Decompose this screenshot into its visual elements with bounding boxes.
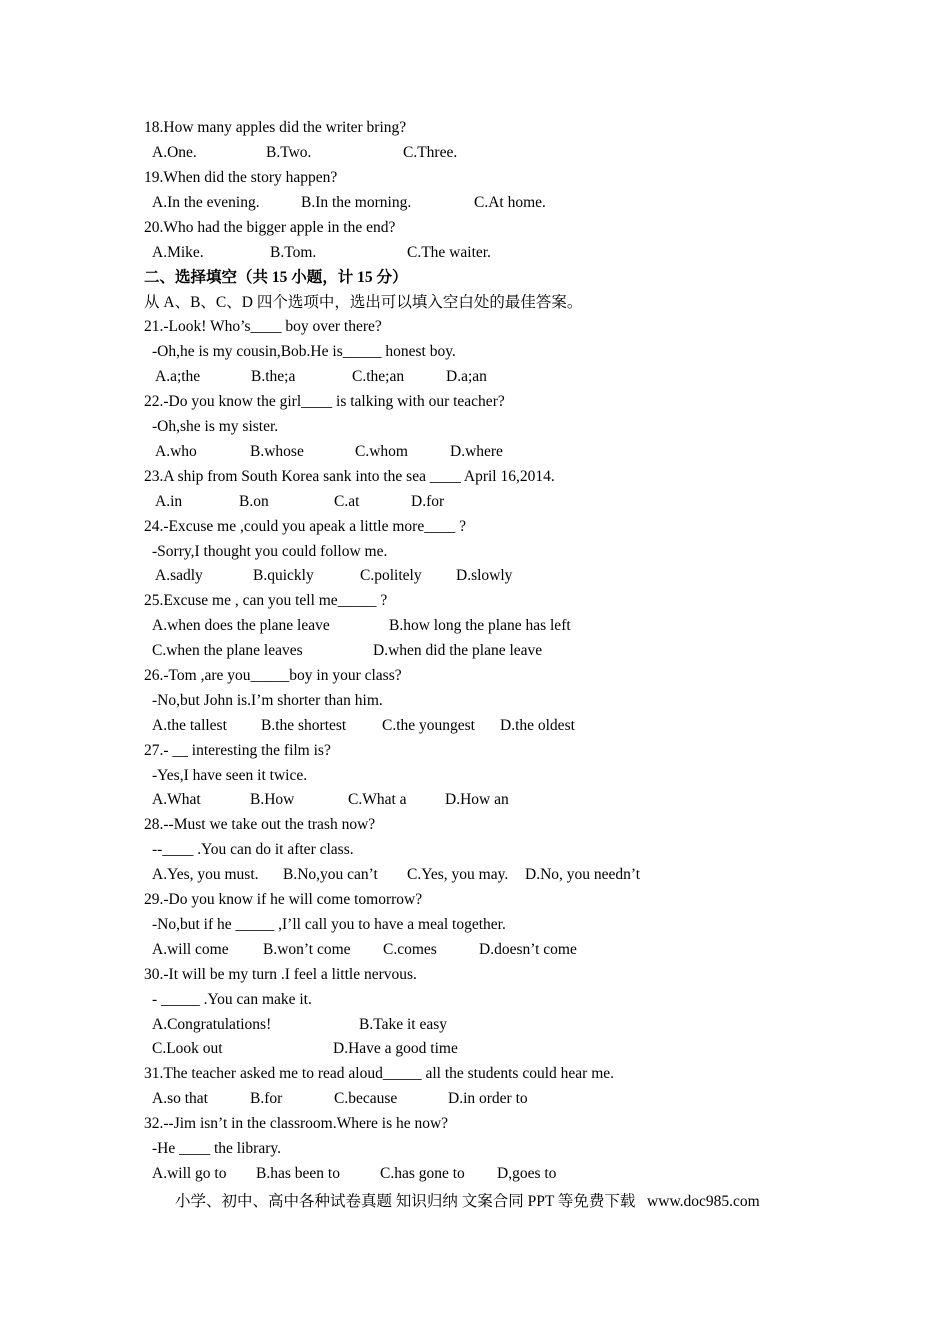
option-a: A.in xyxy=(155,493,183,510)
question-19-options xyxy=(144,190,546,215)
question-31-stem: 31.The teacher asked me to read aloud_____ all the students could hear me. xyxy=(144,1065,615,1082)
question-18-stem: 18.How many apples did the writer bring? xyxy=(144,119,407,136)
question-18-options xyxy=(144,140,458,165)
question-28-options xyxy=(144,862,641,887)
question-25-options-ab xyxy=(144,613,571,638)
option-a: A.sadly xyxy=(155,567,203,584)
question-21-reply: -Oh,he is my cousin,Bob.He is_____ honest boy. xyxy=(152,343,456,360)
option-b: B.has been to xyxy=(256,1165,340,1182)
option-d: D.a;an xyxy=(446,368,487,385)
option-b: B.whose xyxy=(250,443,304,460)
option-c: C.Look out xyxy=(152,1040,223,1057)
question-26-stem: 26.-Tom ,are you_____boy in your class? xyxy=(144,667,402,684)
question-32-reply: -He ____ the library. xyxy=(152,1140,281,1157)
option-c: C.at xyxy=(334,493,360,510)
option-a: A.In the evening. xyxy=(152,194,260,211)
option-d: D,goes to xyxy=(497,1165,557,1182)
option-c: C.Three. xyxy=(403,144,458,161)
option-d: D.where xyxy=(450,443,503,460)
option-d: D.doesn’t come xyxy=(479,941,577,958)
option-b: B.for xyxy=(250,1090,283,1107)
question-28-stem: 28.--Must we take out the trash now? xyxy=(144,816,376,833)
question-29-reply: -No,but if he _____ ,I’ll call you to have a meal together. xyxy=(152,916,506,933)
option-a: A.will come xyxy=(152,941,229,958)
option-c: C.What a xyxy=(348,791,407,808)
option-b: B.No,you can’t xyxy=(283,866,378,883)
question-30-reply: - _____ .You can make it. xyxy=(152,991,312,1008)
question-31-options xyxy=(144,1086,528,1111)
question-27-stem: 27.- __ interesting the film is? xyxy=(144,742,331,759)
option-a: A.who xyxy=(155,443,197,460)
option-c: C.politely xyxy=(360,567,422,584)
question-22-options xyxy=(144,439,503,464)
option-a: A.Yes, you must. xyxy=(152,866,259,883)
question-29-options xyxy=(144,937,577,962)
option-b: B.how long the plane has left xyxy=(389,617,571,634)
option-c: C.whom xyxy=(355,443,408,460)
question-32-stem: 32.--Jim isn’t in the classroom.Where is he now? xyxy=(144,1115,449,1132)
question-30-options-ab xyxy=(144,1012,448,1037)
question-24-stem: 24.-Excuse me ,could you apeak a little more____ ? xyxy=(144,518,466,535)
option-a: A.Congratulations! xyxy=(152,1016,272,1033)
option-b: B.on xyxy=(239,493,269,510)
section-heading: 二、选择填空（共 15 小题，计 15 分） xyxy=(144,269,408,286)
option-d: D.How an xyxy=(445,791,509,808)
question-21-stem: 21.-Look! Who’s____ boy over there? xyxy=(144,318,382,335)
option-c: C.because xyxy=(334,1090,398,1107)
option-b: B.won’t come xyxy=(263,941,351,958)
option-c: C.At home. xyxy=(474,194,546,211)
option-b: B.In the morning. xyxy=(301,194,412,211)
option-b: B.Two. xyxy=(266,144,312,161)
option-a: A.so that xyxy=(152,1090,208,1107)
option-c: C.Yes, you may. xyxy=(407,866,509,883)
option-d: D.Have a good time xyxy=(333,1040,458,1057)
question-28-reply: --____ .You can do it after class. xyxy=(152,841,354,858)
option-a: A.when does the plane leave xyxy=(152,617,330,634)
option-b: B.Tom. xyxy=(270,244,317,261)
option-a: A.What xyxy=(152,791,201,808)
question-23-stem: 23.A ship from South Korea sank into the sea ____ April 16,2014. xyxy=(144,468,555,485)
question-30-stem: 30.-It will be my turn .I feel a little nervous. xyxy=(144,966,417,983)
question-19-stem: 19.When did the story happen? xyxy=(144,169,338,186)
question-27-reply: -Yes,I have seen it twice. xyxy=(152,767,308,784)
question-30-options-cd xyxy=(144,1036,458,1061)
option-c: C.has gone to xyxy=(380,1165,465,1182)
option-a: A.will go to xyxy=(152,1165,227,1182)
option-d: D.slowly xyxy=(456,567,513,584)
option-c: C.the;an xyxy=(352,368,405,385)
option-d: D.No, you needn’t xyxy=(525,866,641,883)
question-25-stem: 25.Excuse me , can you tell me_____ ? xyxy=(144,592,388,609)
option-a: A.a;the xyxy=(155,368,201,385)
question-24-options xyxy=(144,563,513,588)
question-27-options xyxy=(144,787,509,812)
option-b: B.Take it easy xyxy=(359,1016,448,1033)
question-32-options xyxy=(144,1161,557,1186)
option-d: D.the oldest xyxy=(500,717,575,734)
question-22-reply: -Oh,she is my sister. xyxy=(152,418,279,435)
option-b: B.How xyxy=(250,791,295,808)
option-a: A.Mike. xyxy=(152,244,204,261)
question-20-stem: 20.Who had the bigger apple in the end? xyxy=(144,219,396,236)
option-a: A.the tallest xyxy=(152,717,227,734)
option-b: B.quickly xyxy=(253,567,314,584)
page-footer: 小学、初中、高中各种试卷真题 知识归纳 文案合同 PPT 等免费下载 www.doc985.com xyxy=(175,1193,760,1210)
option-b: B.the;a xyxy=(251,368,296,385)
option-c: C.The waiter. xyxy=(407,244,491,261)
question-20-options xyxy=(144,240,491,265)
question-26-options xyxy=(144,713,575,738)
option-c: C.when the plane leaves xyxy=(152,642,303,659)
option-b: B.the shortest xyxy=(261,717,347,734)
question-24-reply: -Sorry,I thought you could follow me. xyxy=(152,543,388,560)
option-d: D.for xyxy=(411,493,445,510)
section-instruction: 从 A、B、C、D 四个选项中，选出可以填入空白处的最佳答案。 xyxy=(144,294,583,311)
option-a: A.One. xyxy=(152,144,197,161)
question-22-stem: 22.-Do you know the girl____ is talking with our teacher? xyxy=(144,393,505,410)
option-c: C.comes xyxy=(383,941,437,958)
question-25-options-cd xyxy=(144,638,543,663)
option-d: D.in order to xyxy=(448,1090,528,1107)
option-c: C.the youngest xyxy=(382,717,475,734)
question-21-options xyxy=(144,364,487,389)
question-23-options xyxy=(144,489,445,514)
option-d: D.when did the plane leave xyxy=(373,642,543,659)
question-29-stem: 29.-Do you know if he will come tomorrow? xyxy=(144,891,423,908)
question-26-reply: -No,but John is.I’m shorter than him. xyxy=(152,692,383,709)
